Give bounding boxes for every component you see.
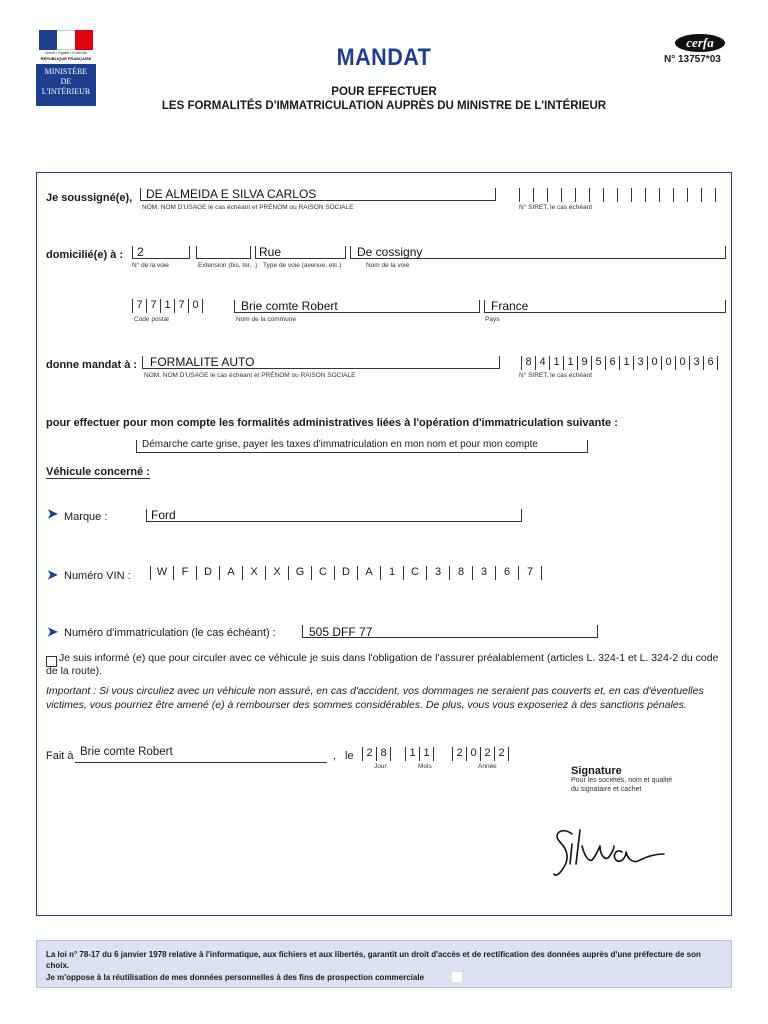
vin-chevron-icon: ➤ bbox=[47, 567, 58, 582]
annee-hint: Année bbox=[478, 763, 497, 770]
fait-comma: , bbox=[333, 750, 337, 762]
mandataire-value[interactable]: FORMALITE AUTO bbox=[150, 355, 255, 369]
digit-cell: 0 bbox=[676, 356, 690, 370]
digit-cell bbox=[548, 188, 562, 202]
soussigne-siret-hint: N° SIRET, le cas échéant bbox=[519, 204, 593, 211]
digit-cell bbox=[688, 188, 702, 202]
fait-label: Fait à bbox=[46, 750, 74, 762]
pays-hint: Pays bbox=[485, 316, 500, 323]
mandat-label: donne mandat à : bbox=[46, 359, 138, 371]
digit-cell: 3 bbox=[690, 356, 704, 370]
motto-text: Liberté • Égalité • Fraternité bbox=[44, 51, 88, 55]
digit-cell: X bbox=[266, 566, 289, 580]
digit-cell: 0 bbox=[648, 356, 662, 370]
digit-cell bbox=[576, 188, 590, 202]
digit-cell: 1 bbox=[161, 299, 175, 313]
annee-cells[interactable] bbox=[452, 747, 509, 761]
marque-line bbox=[146, 509, 522, 522]
digit-cell: 0 bbox=[467, 747, 481, 761]
soussigne-hint: NOM, NOM D'USAGE le cas échéant et PRÉNOM ou RAISON SOCIALE bbox=[142, 204, 354, 211]
vehicule-heading: Véhicule concerné : bbox=[46, 466, 150, 478]
subtitle-2: LES FORMALITÉS D'IMMATRICULATION AUPRÈS DU MINISTRE DE L'INTÉRIEUR bbox=[161, 100, 607, 112]
important-text: Important : Si vous circuliez avec un véhicule non assuré, en cas d'accident, vos dommages ne seraient pas couverts et, en cas d'éventuelles victimes, vous pourriez être amené (e) à rembourser des sommes considérables. De plus, vous vous exposeriez à des sanctions pénales. bbox=[46, 685, 704, 711]
nom-voie-value[interactable]: De cossigny bbox=[357, 245, 423, 259]
digit-cell: 7 bbox=[132, 299, 147, 313]
digit-cell: 5 bbox=[592, 356, 606, 370]
mandataire-siret-hint: N° SIRET, le cas échéant bbox=[519, 372, 593, 379]
republic-text: RÉPUBLIQUE FRANÇAISE bbox=[40, 56, 92, 61]
digit-cell: A bbox=[220, 566, 243, 580]
signature-hint-2: du signataire et cachet bbox=[571, 786, 642, 793]
signature-title: Signature bbox=[571, 765, 622, 777]
fait-lieu-line bbox=[75, 762, 327, 763]
domicile-label: domicilié(e) à : bbox=[46, 249, 124, 261]
form-frame bbox=[36, 172, 732, 916]
digit-cell: 1 bbox=[564, 356, 578, 370]
digit-cell: 1 bbox=[620, 356, 634, 370]
digit-cell: F bbox=[174, 566, 197, 580]
digit-cell: 7 bbox=[519, 566, 542, 580]
subtitle-1: POUR EFFECTUER bbox=[331, 86, 437, 98]
digit-cell bbox=[519, 188, 534, 202]
mois-hint: Mois bbox=[418, 763, 432, 770]
cerfa-number: N° 13757*03 bbox=[664, 54, 721, 65]
vin-label: Numéro VIN : bbox=[64, 570, 131, 582]
digit-cell bbox=[604, 188, 618, 202]
page-title: MANDAT bbox=[336, 44, 432, 71]
code-postal-hint: Code postal bbox=[134, 316, 169, 323]
digit-cell: 1 bbox=[420, 747, 434, 761]
digit-cell: C bbox=[312, 566, 335, 580]
marianne-flag bbox=[39, 30, 93, 50]
ministry-line1: MINISTÈRE bbox=[44, 67, 88, 76]
ministry-box bbox=[36, 64, 96, 106]
digit-cell: G bbox=[289, 566, 312, 580]
digit-cell: 3 bbox=[634, 356, 648, 370]
digit-cell: 1 bbox=[381, 566, 404, 580]
digit-cell bbox=[702, 188, 716, 202]
digit-cell bbox=[674, 188, 688, 202]
digit-cell: 2 bbox=[495, 747, 509, 761]
code-postal-cells[interactable] bbox=[132, 299, 203, 313]
operation-value[interactable]: Démarche carte grise, payer les taxes d'immatriculation en mon nom et pour mon compte bbox=[142, 439, 538, 450]
assurance-text: Je suis informé (e) que pour circuler avec ce véhicule je suis dans l'obligation de l'assurer préalablement (articles L. 324-1 et L. 324-2 du code de la route). bbox=[46, 652, 719, 677]
digit-cell: D bbox=[197, 566, 220, 580]
digit-cell: 8 bbox=[450, 566, 473, 580]
digit-cell: W bbox=[150, 566, 174, 580]
vin-cells[interactable] bbox=[150, 566, 542, 580]
type-voie-hint: Type de voie (avenue, etc.) bbox=[263, 262, 342, 269]
numero-voie-hint: N° de la voie bbox=[132, 262, 169, 269]
immat-chevron-icon: ➤ bbox=[47, 624, 58, 639]
digit-cell: X bbox=[243, 566, 266, 580]
type-voie-value[interactable]: Rue bbox=[259, 245, 282, 259]
extension-hint: Extension (bis, ter, .) bbox=[198, 262, 258, 269]
digit-cell: C bbox=[404, 566, 427, 580]
digit-cell: 8 bbox=[377, 747, 391, 761]
cnil-line-1: La loi n° 78-17 du 6 janvier 1978 relative à l'informatique, aux fichiers et aux libertés, garantit un droit d'accès et de rectification des données auprès d'une préfecture de son choix. bbox=[46, 950, 701, 970]
commune-hint: Nom de la commune bbox=[236, 316, 296, 323]
digit-cell: 2 bbox=[481, 747, 495, 761]
digit-cell: 6 bbox=[704, 356, 718, 370]
digit-cell bbox=[632, 188, 646, 202]
digit-cell: 4 bbox=[536, 356, 550, 370]
digit-cell: 0 bbox=[189, 299, 203, 313]
signature-hint-1: Pour les sociétés, nom et qualité bbox=[571, 777, 673, 784]
digit-cell: 1 bbox=[405, 747, 420, 761]
marque-value[interactable]: Ford bbox=[151, 508, 176, 522]
marque-label: Marque : bbox=[64, 511, 108, 523]
handwritten-signature bbox=[548, 820, 678, 884]
digit-cell bbox=[534, 188, 548, 202]
digit-cell: 9 bbox=[578, 356, 592, 370]
digit-cell bbox=[590, 188, 604, 202]
extension-line bbox=[196, 246, 251, 259]
cnil-line-2: Je m'oppose à la réutilisation de mes données personnelles à des fins de prospection commerciale bbox=[46, 973, 425, 982]
jour-hint: Jour bbox=[374, 763, 387, 770]
cnil-notice bbox=[36, 940, 732, 988]
digit-cell: 1 bbox=[550, 356, 564, 370]
digit-cell: 7 bbox=[147, 299, 161, 313]
digit-cell: 8 bbox=[521, 356, 536, 370]
digit-cell: D bbox=[335, 566, 358, 580]
digit-cell bbox=[618, 188, 632, 202]
ministry-logo bbox=[36, 28, 96, 106]
fait-lieu-value[interactable]: Brie comte Robert bbox=[80, 746, 173, 758]
digit-cell: 0 bbox=[662, 356, 676, 370]
digit-cell: 7 bbox=[175, 299, 189, 313]
opt-out-checkbox[interactable] bbox=[451, 971, 463, 983]
soussigne-value[interactable]: DE ALMEIDA E SILVA CARLOS bbox=[146, 187, 317, 201]
immat-value[interactable]: 505 DFF 77 bbox=[309, 625, 373, 639]
operation-label: pour effectuer pour mon compte les formalités administratives liées à l'opération d'immatriculation suivante : bbox=[46, 417, 618, 429]
jour-cells[interactable] bbox=[362, 747, 391, 761]
digit-cell: 2 bbox=[452, 747, 467, 761]
soussigne-siret-cells[interactable] bbox=[519, 188, 716, 202]
ministry-line3: L'INTÉRIEUR bbox=[41, 87, 91, 96]
commune-value[interactable]: Brie comte Robert bbox=[241, 299, 338, 313]
mandataire-hint: NOM, NOM D'USAGE le cas échéant et PRÉNOM ou RAISON SOCIALE bbox=[144, 372, 356, 379]
immat-label: Numéro d'immatriculation (le cas échéant) : bbox=[64, 627, 276, 639]
pays-value[interactable]: France bbox=[491, 299, 529, 313]
mois-cells[interactable] bbox=[405, 747, 434, 761]
digit-cell: 3 bbox=[473, 566, 496, 580]
cerfa-logo bbox=[675, 34, 725, 52]
numero-voie-value[interactable]: 2 bbox=[137, 245, 144, 259]
digit-cell: A bbox=[358, 566, 381, 580]
digit-cell bbox=[660, 188, 674, 202]
digit-cell: 2 bbox=[362, 747, 377, 761]
nom-voie-hint: Nom de la voie bbox=[366, 262, 410, 269]
digit-cell: 6 bbox=[496, 566, 519, 580]
digit-cell bbox=[646, 188, 660, 202]
cerfa-logo-text: cerfa bbox=[686, 35, 714, 50]
marque-chevron-icon: ➤ bbox=[47, 506, 58, 521]
digit-cell: 6 bbox=[606, 356, 620, 370]
mandataire-siret-cells[interactable] bbox=[521, 356, 718, 370]
le-label: le bbox=[345, 750, 354, 762]
digit-cell: 3 bbox=[427, 566, 450, 580]
ministry-line2: DE bbox=[60, 77, 72, 86]
digit-cell bbox=[562, 188, 576, 202]
soussigne-label: Je soussigné(e), bbox=[46, 192, 133, 204]
